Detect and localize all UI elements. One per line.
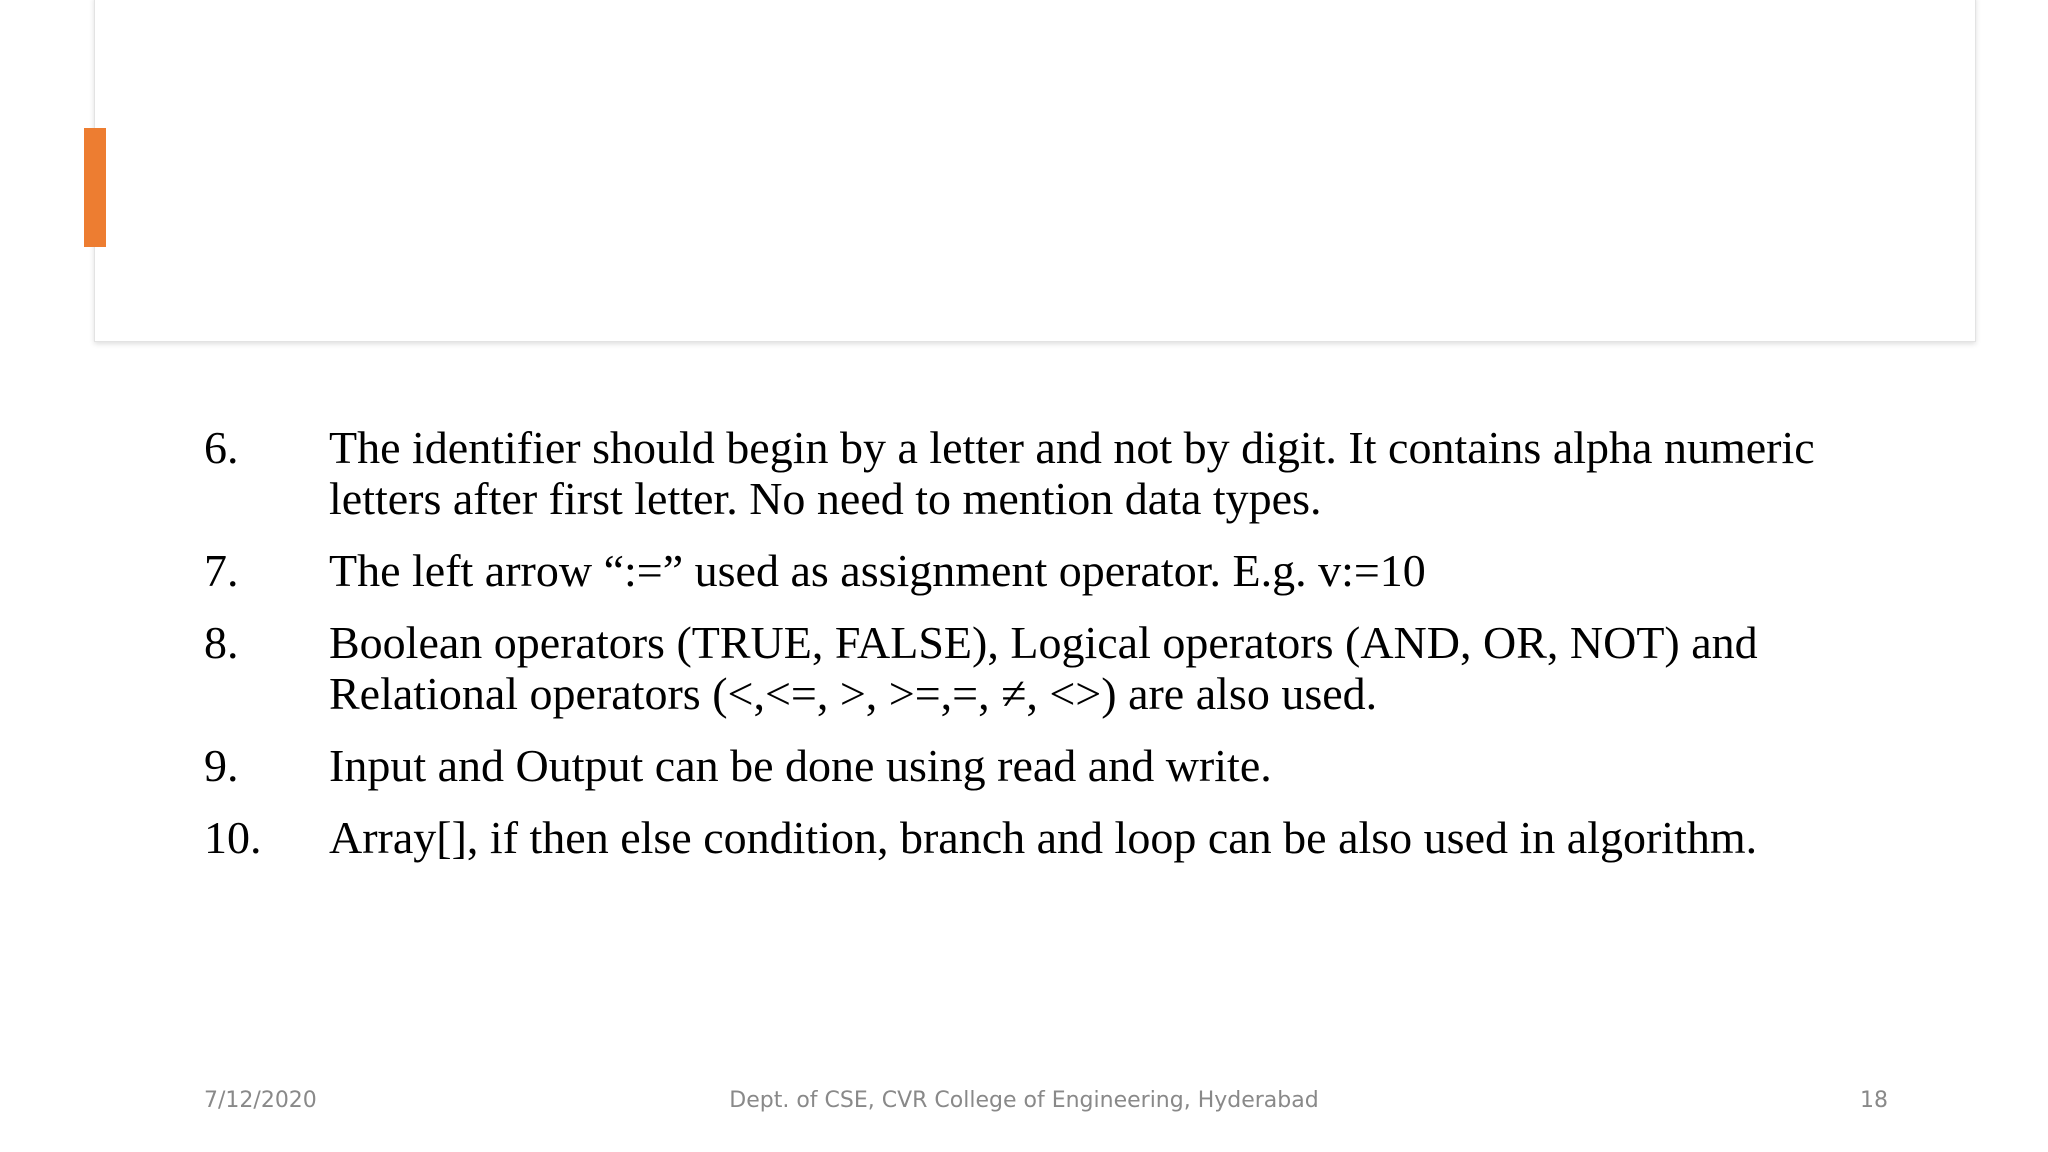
list-item-number: 10. bbox=[204, 812, 262, 863]
list-item-text: The left arrow “:=” used as assignment operator. E.g. v:=10 bbox=[329, 545, 1426, 596]
list-item-number: 7. bbox=[204, 545, 239, 596]
page-number: 18 bbox=[1860, 1088, 1888, 1113]
list-item-text: Input and Output can be done using read and write. bbox=[329, 740, 1272, 791]
list-item-text: The identifier should begin by a letter and not by digit. It contains alpha numeric letters after first letter. No need to mention data types. bbox=[329, 422, 1815, 524]
list-item-number: 6. bbox=[204, 422, 239, 473]
list-item-number: 9. bbox=[204, 740, 239, 791]
list-item bbox=[204, 617, 1904, 719]
list-item bbox=[204, 545, 1904, 596]
numbered-list bbox=[204, 422, 1904, 884]
list-item bbox=[204, 812, 1904, 863]
list-item bbox=[204, 422, 1904, 524]
list-item-number: 8. bbox=[204, 617, 239, 668]
accent-bar bbox=[84, 128, 106, 247]
footer-text: Dept. of CSE, CVR College of Engineering, Hyderabad bbox=[729, 1088, 1319, 1113]
title-placeholder-panel bbox=[94, 0, 1976, 342]
footer-date: 7/12/2020 bbox=[204, 1088, 317, 1113]
list-item bbox=[204, 740, 1904, 791]
list-item-text: Array[], if then else condition, branch and loop can be also used in algorithm. bbox=[329, 812, 1758, 863]
list-item-text: Boolean operators (TRUE, FALSE), Logical operators (AND, OR, NOT) and Relational operators (<,<=, >, >=,=, ≠, <>) are also used. bbox=[329, 617, 1758, 719]
